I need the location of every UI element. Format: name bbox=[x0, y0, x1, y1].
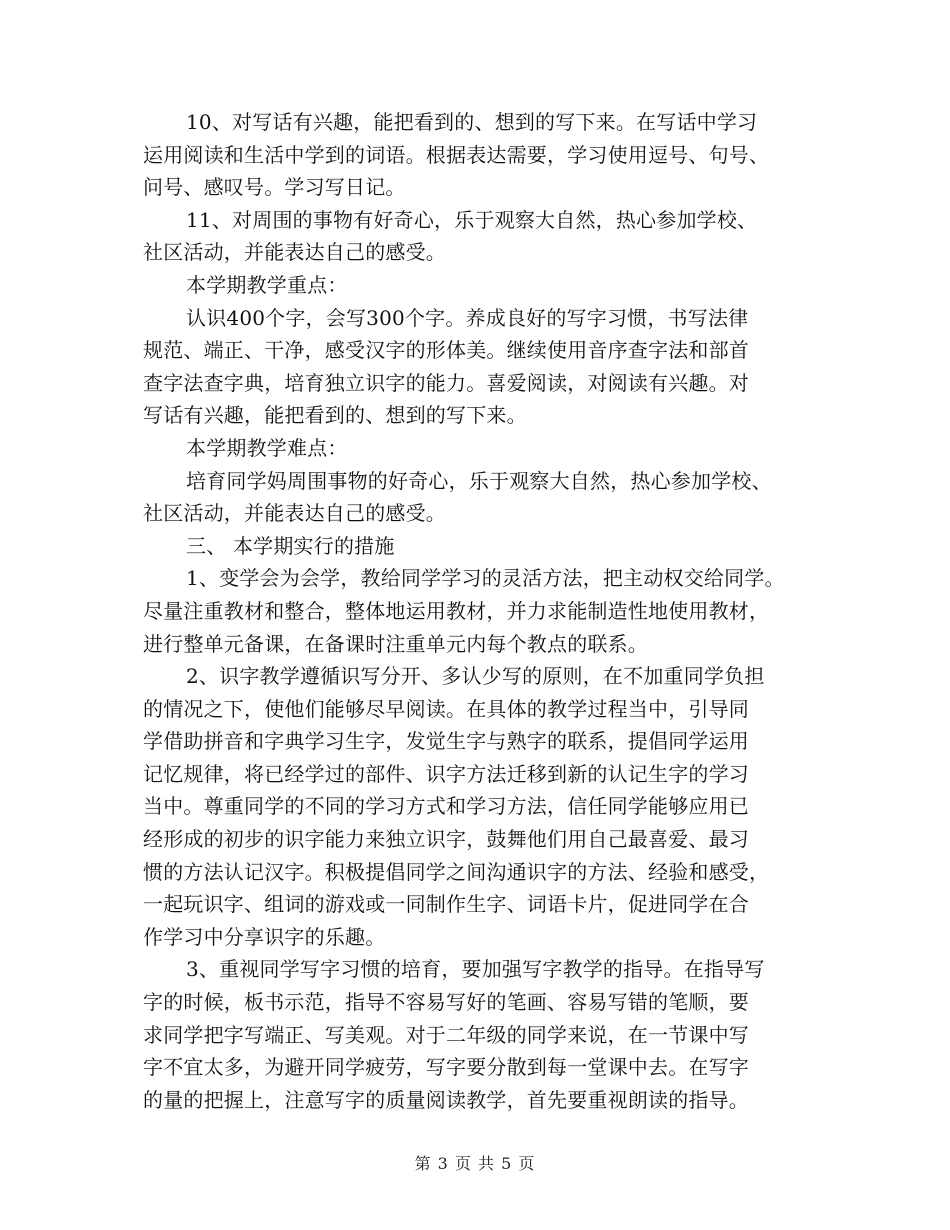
text-line: 规范、端正、干净，感受汉字的形体美。继续使用音序查字法和部首 bbox=[143, 338, 749, 363]
text-line: 本学期教学重点： bbox=[186, 272, 348, 297]
text-line: 2、识字教学遵循识写分开、多认少写的原则，在不加重同学负担 bbox=[186, 664, 765, 689]
text-line: 11、对周围的事物有好奇心，乐于观察大自然，热心参加学校、 bbox=[186, 207, 758, 232]
text-line: 问号、感叹号。学习写日记。 bbox=[143, 175, 406, 200]
text-line: 三、 本学期实行的措施 bbox=[186, 533, 395, 558]
text-line: 作学习中分享识字的乐趣。 bbox=[143, 924, 386, 949]
text-line: 10、对写话有兴趣，能把看到的、想到的写下来。在写话中学习 bbox=[186, 110, 758, 134]
text-line: 学借助拼音和字典学习生字，发觉生字与熟字的联系，提倡同学运用 bbox=[143, 729, 749, 754]
text-line: 培育同学妈周围事物的好奇心，乐于观察大自然，热心参加学校、 bbox=[186, 468, 772, 493]
text-line: 惯的方法认记汉字。积极提倡同学之间沟通识字的方法、经验和感受， bbox=[143, 859, 770, 884]
page-footer: 第 3 页 共 5 页 bbox=[414, 1154, 536, 1173]
text-line: 1、变学会为会学，教给同学学习的灵活方法，把主动权交给同学。 bbox=[186, 566, 785, 591]
text-line: 当中。尊重同学的不同的学习方式和学习方法，信任同学能够应用已 bbox=[143, 794, 749, 819]
text-line: 尽量注重教材和整合，整体地运用教材，并力求能制造性地使用教材， bbox=[143, 598, 770, 623]
text-line: 字的时候，板书示范，指导不容易写好的笔画、容易写错的笔顺，要 bbox=[143, 990, 749, 1015]
text-line: 查字法查字典，培育独立识字的能力。喜爱阅读，对阅读有兴趣。对 bbox=[143, 370, 749, 395]
text-line: 记忆规律，将已经学过的部件、识字方法迁移到新的认记生字的学习 bbox=[143, 761, 749, 786]
text-line: 写话有兴趣，能把看到的、想到的写下来。 bbox=[143, 403, 527, 428]
document-body bbox=[143, 106, 823, 1116]
text-line: 的情况之下，使他们能够尽早阅读。在具体的教学过程当中，引导同 bbox=[143, 696, 749, 721]
text-line: 一起玩识字、组词的游戏或一同制作生字、词语卡片，促进同学在合 bbox=[143, 892, 749, 917]
text-line: 社区活动，并能表达自己的感受。 bbox=[143, 501, 446, 526]
text-line: 进行整单元备课，在备课时注重单元内每个教点的联系。 bbox=[143, 631, 648, 656]
text-line: 认识400个字，会写300个字。养成良好的写字习惯，书写法律 bbox=[186, 305, 749, 330]
text-line: 的量的把握上，注意写字的质量阅读教学，首先要重视朗读的指导。 bbox=[143, 1087, 749, 1112]
text-line: 本学期教学难点： bbox=[186, 435, 348, 460]
text-line: 经形成的初步的识字能力来独立识字，鼓舞他们用自己最喜爱、最习 bbox=[143, 827, 749, 852]
text-line: 求同学把字写端正、写美观。对于二年级的同学来说，在一节课中写 bbox=[143, 1022, 749, 1047]
text-line: 运用阅读和生活中学到的词语。根据表达需要，学习使用逗号、句号、 bbox=[143, 142, 770, 167]
text-line: 社区活动，并能表达自己的感受。 bbox=[143, 240, 446, 265]
text-line: 3、重视同学写字习惯的培育，要加强写字教学的指导。在指导写 bbox=[186, 957, 765, 982]
text-line: 字不宜太多，为避开同学疲劳，写字要分散到每一堂课中去。在写字 bbox=[143, 1055, 749, 1080]
